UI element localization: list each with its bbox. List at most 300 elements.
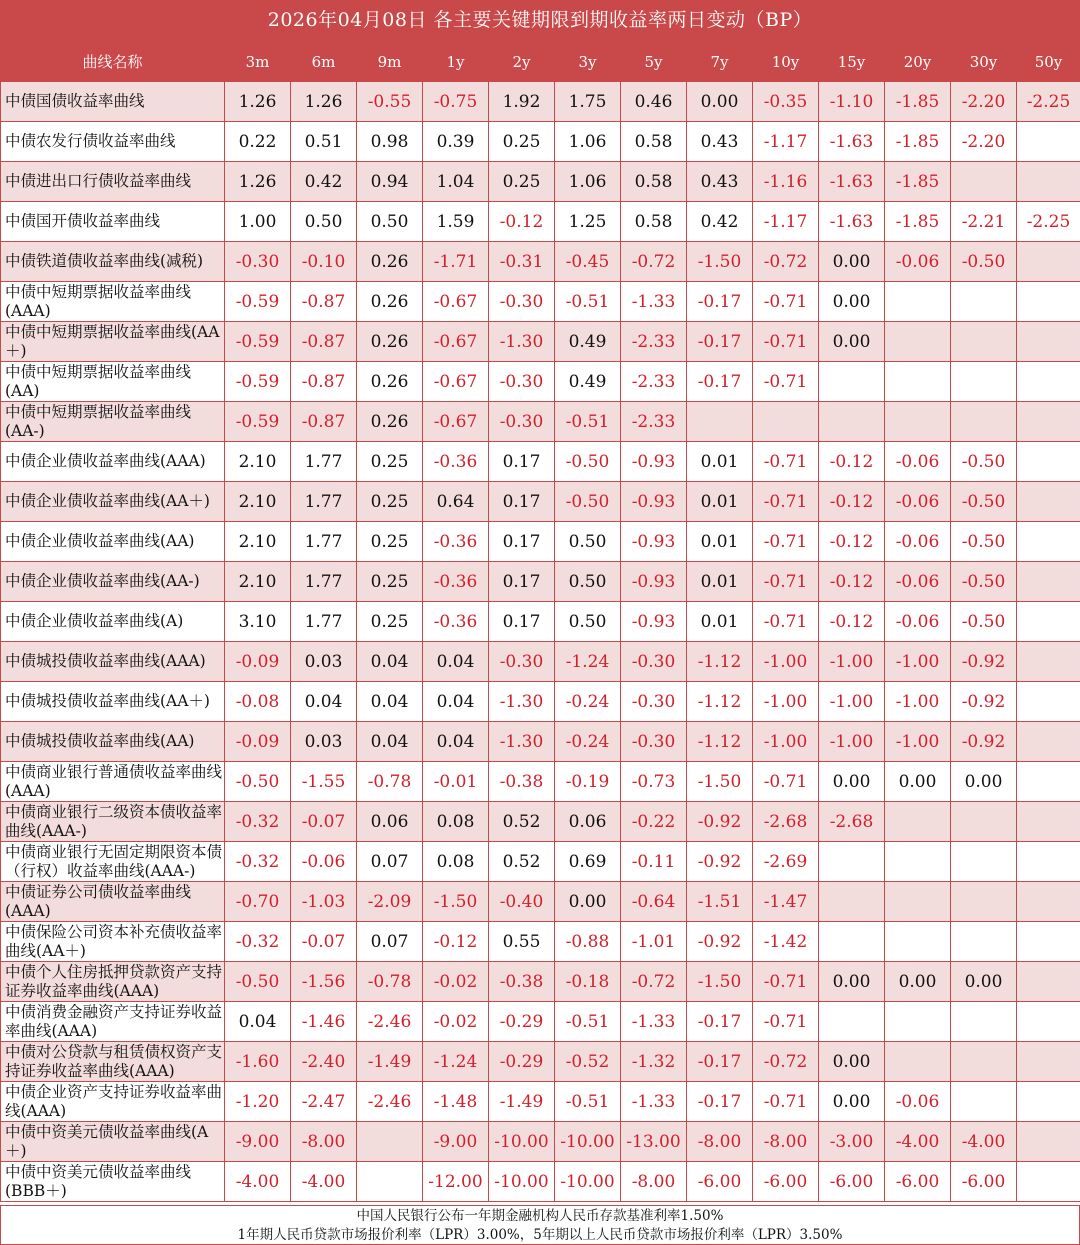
value-cell: 0.26 [357,282,423,322]
curve-name-cell: 中债铁道债收益率曲线(减税) [1,242,225,282]
curve-name-cell: 中债证券公司债收益率曲线(AAA) [1,882,225,922]
value-cell: -0.71 [753,762,819,802]
value-cell [1017,522,1080,562]
table-row [1,402,1080,442]
value-cell: 0.55 [489,922,555,962]
value-cell: -0.30 [621,642,687,682]
value-cell [885,402,951,442]
table-row [1,642,1080,682]
value-cell [819,1002,885,1042]
value-cell: -1.00 [885,642,951,682]
value-cell: -0.72 [753,1042,819,1082]
value-cell [1017,962,1080,1002]
value-cell: 1.26 [291,82,357,122]
value-cell: 0.50 [555,562,621,602]
value-cell: -0.30 [489,642,555,682]
curve-name-cell: 中债企业债收益率曲线(A) [1,602,225,642]
value-cell [357,1122,423,1162]
value-cell: -1.00 [753,682,819,722]
value-cell: -0.12 [819,562,885,602]
value-cell: -2.68 [819,802,885,842]
value-cell: -0.06 [291,842,357,882]
value-cell: -0.32 [225,842,291,882]
table-row [1,1122,1080,1162]
value-cell [885,282,951,322]
value-cell: 1.77 [291,442,357,482]
value-cell: -0.06 [885,562,951,602]
value-cell: -1.42 [753,922,819,962]
table-row [1,562,1080,602]
value-cell: 1.06 [555,122,621,162]
value-cell: -0.36 [423,562,489,602]
column-header: 10y [753,42,819,82]
value-cell: 1.26 [225,162,291,202]
value-cell: -1.49 [489,1082,555,1122]
value-cell: 0.52 [489,842,555,882]
value-cell: -2.46 [357,1082,423,1122]
value-cell: -1.00 [885,682,951,722]
value-cell: -0.93 [621,562,687,602]
value-cell: -1.03 [291,882,357,922]
value-cell: -1.12 [687,642,753,682]
value-cell [951,1042,1017,1082]
value-cell: -0.32 [225,922,291,962]
value-cell [1017,762,1080,802]
value-cell: -0.50 [555,442,621,482]
value-cell: -1.17 [753,202,819,242]
value-cell: -0.12 [423,922,489,962]
value-cell: -0.72 [621,962,687,1002]
table-row [1,322,1080,362]
table-row [1,802,1080,842]
value-cell: -0.45 [555,242,621,282]
value-cell [819,362,885,402]
value-cell [1017,882,1080,922]
table-row [1,602,1080,642]
value-cell: 0.00 [819,762,885,802]
column-header-curve-name: 曲线名称 [1,42,225,82]
value-cell: -1.12 [687,682,753,722]
value-cell: -0.72 [753,242,819,282]
value-cell: -0.59 [225,402,291,442]
value-cell: 0.25 [357,522,423,562]
value-cell [951,282,1017,322]
value-cell: -0.75 [423,82,489,122]
value-cell: -0.08 [225,682,291,722]
value-cell: -6.00 [687,1162,753,1202]
value-cell: -0.06 [885,602,951,642]
value-cell: -0.30 [621,722,687,762]
column-header: 50y [1017,42,1080,82]
curve-name-cell: 中债商业银行二级资本债收益率曲线(AAA-) [1,802,225,842]
value-cell: -1.63 [819,202,885,242]
value-cell: 0.08 [423,842,489,882]
table-title: 2026年04月08日 各主要关键期限到期收益率两日变动（BP） [0,0,1080,41]
value-cell: -4.00 [225,1162,291,1202]
value-cell: 0.01 [687,482,753,522]
value-cell: 2.10 [225,522,291,562]
value-cell: 0.25 [357,562,423,602]
value-cell: -0.38 [489,962,555,1002]
curve-name-cell: 中债商业银行无固定期限资本债（行权）收益率曲线(AAA-) [1,842,225,882]
value-cell [819,402,885,442]
table-row [1,242,1080,282]
value-cell: -0.30 [489,282,555,322]
value-cell: -0.30 [489,402,555,442]
value-cell: -0.50 [951,442,1017,482]
value-cell: -1.50 [687,962,753,1002]
value-cell: 0.07 [357,922,423,962]
value-cell: -0.50 [951,562,1017,602]
value-cell: 0.58 [621,162,687,202]
value-cell: -0.38 [489,762,555,802]
value-cell: 0.39 [423,122,489,162]
value-cell: -0.52 [555,1042,621,1082]
value-cell: -1.24 [423,1042,489,1082]
value-cell: -2.20 [951,122,1017,162]
value-cell: 0.50 [555,602,621,642]
value-cell: -1.32 [621,1042,687,1082]
value-cell: -1.48 [423,1082,489,1122]
value-cell: 0.04 [423,642,489,682]
value-cell: 0.00 [885,962,951,1002]
value-cell: 0.00 [885,762,951,802]
value-cell: 0.01 [687,602,753,642]
value-cell: 0.50 [291,202,357,242]
value-cell: -0.73 [621,762,687,802]
column-header: 6m [291,42,357,82]
value-cell: 0.03 [291,722,357,762]
value-cell: -1.55 [291,762,357,802]
value-cell [819,842,885,882]
value-cell [951,1082,1017,1122]
value-cell: -0.71 [753,1002,819,1042]
value-cell: 0.42 [291,162,357,202]
value-cell: 0.00 [555,882,621,922]
value-cell: 2.10 [225,562,291,602]
value-cell: -1.30 [489,682,555,722]
value-cell [1017,1082,1080,1122]
curve-name-cell: 中债企业债收益率曲线(AA-) [1,562,225,602]
value-cell: 0.46 [621,82,687,122]
value-cell: 0.22 [225,122,291,162]
value-cell: -0.17 [687,282,753,322]
value-cell: -2.33 [621,362,687,402]
value-cell: -1.16 [753,162,819,202]
value-cell: -4.00 [885,1122,951,1162]
value-cell: -0.55 [357,82,423,122]
value-cell: -0.07 [291,922,357,962]
table-row [1,1042,1080,1082]
value-cell: -0.07 [291,802,357,842]
value-cell: 0.17 [489,482,555,522]
value-cell: -0.30 [225,242,291,282]
value-cell: -0.67 [423,322,489,362]
value-cell: -0.92 [951,682,1017,722]
table-row [1,762,1080,802]
value-cell: -0.93 [621,522,687,562]
column-header: 20y [885,42,951,82]
value-cell: -1.17 [753,122,819,162]
value-cell: -0.71 [753,962,819,1002]
value-cell: -0.50 [951,522,1017,562]
value-cell: 0.04 [291,682,357,722]
table-row [1,442,1080,482]
value-cell [819,882,885,922]
value-cell: 0.25 [357,602,423,642]
value-cell: -0.17 [687,362,753,402]
value-cell: -0.36 [423,522,489,562]
value-cell [951,1002,1017,1042]
value-cell: -8.00 [291,1122,357,1162]
value-cell: -0.22 [621,802,687,842]
value-cell: 0.00 [951,962,1017,1002]
table-row [1,202,1080,242]
value-cell [951,362,1017,402]
value-cell: -9.00 [225,1122,291,1162]
value-cell: -0.50 [951,242,1017,282]
curve-name-cell: 中债中短期票据收益率曲线(AAA) [1,282,225,322]
value-cell [885,322,951,362]
value-cell: -0.50 [951,482,1017,522]
value-cell: 0.00 [819,322,885,362]
value-cell: -0.17 [687,322,753,362]
curve-name-cell: 中债企业债收益率曲线(AA) [1,522,225,562]
value-cell: -0.18 [555,962,621,1002]
value-cell: -0.51 [555,1082,621,1122]
value-cell: 1.25 [555,202,621,242]
value-cell [1017,1042,1080,1082]
value-cell: -0.67 [423,362,489,402]
value-cell [1017,642,1080,682]
value-cell: -10.00 [555,1162,621,1202]
table-row [1,722,1080,762]
value-cell: 0.08 [423,802,489,842]
value-cell: 0.51 [291,122,357,162]
value-cell: -0.01 [423,762,489,802]
value-cell [1017,602,1080,642]
column-header: 7y [687,42,753,82]
value-cell: -1.50 [687,242,753,282]
value-cell: -0.17 [687,1002,753,1042]
curve-name-cell: 中债中短期票据收益率曲线(AA-) [1,402,225,442]
value-cell: 0.01 [687,562,753,602]
value-cell: -2.33 [621,402,687,442]
value-cell: 3.10 [225,602,291,642]
value-cell: -2.68 [753,802,819,842]
footnote-lpr-rate: 1年期人民币贷款市场报价利率（LPR）3.00%，5年期以上人民币贷款市场报价利率（LPR）3.50% [237,1227,843,1243]
value-cell: 0.25 [357,442,423,482]
value-cell: -0.12 [819,522,885,562]
table-row [1,1002,1080,1042]
value-cell [1017,122,1080,162]
value-cell: -13.00 [621,1122,687,1162]
value-cell: -0.02 [423,1002,489,1042]
value-cell [951,162,1017,202]
value-cell [1017,1002,1080,1042]
value-cell: -0.24 [555,682,621,722]
value-cell: -1.33 [621,1002,687,1042]
value-cell [1017,682,1080,722]
value-cell: 0.00 [819,242,885,282]
value-cell [1017,482,1080,522]
value-cell: -8.00 [753,1122,819,1162]
value-cell [687,402,753,442]
footnote [0,1205,1080,1245]
value-cell: 0.04 [225,1002,291,1042]
column-header: 9m [357,42,423,82]
value-cell [1017,722,1080,762]
value-cell: -2.33 [621,322,687,362]
value-cell [1017,402,1080,442]
value-cell: -0.87 [291,362,357,402]
value-cell: -0.59 [225,362,291,402]
value-cell: 1.00 [225,202,291,242]
value-cell: -8.00 [621,1162,687,1202]
value-cell: 0.26 [357,322,423,362]
table-row [1,482,1080,522]
table-row [1,162,1080,202]
value-cell: -1.12 [687,722,753,762]
value-cell: -0.19 [555,762,621,802]
value-cell: -0.87 [291,282,357,322]
header-row [1,42,1080,82]
value-cell: 0.04 [357,642,423,682]
table-row [1,362,1080,402]
value-cell: -0.87 [291,322,357,362]
value-cell: -0.09 [225,722,291,762]
value-cell: 1.77 [291,482,357,522]
value-cell: 0.01 [687,522,753,562]
value-cell [951,922,1017,962]
value-cell: -3.00 [819,1122,885,1162]
value-cell: -2.46 [357,1002,423,1042]
value-cell: -0.92 [951,722,1017,762]
value-cell: 1.75 [555,82,621,122]
value-cell: -0.88 [555,922,621,962]
table-row [1,962,1080,1002]
value-cell: 0.50 [555,522,621,562]
value-cell: -2.25 [1017,82,1080,122]
value-cell: -0.06 [885,1082,951,1122]
value-cell: -0.35 [753,82,819,122]
value-cell: -10.00 [555,1122,621,1162]
value-cell: -0.71 [753,322,819,362]
value-cell: 0.00 [951,762,1017,802]
value-cell: -0.51 [555,1002,621,1042]
value-cell: 2.10 [225,482,291,522]
value-cell: -0.87 [291,402,357,442]
value-cell: -1.85 [885,162,951,202]
value-cell: -1.00 [819,642,885,682]
value-cell [885,802,951,842]
value-cell: 0.00 [819,282,885,322]
value-cell: -12.00 [423,1162,489,1202]
value-cell: 0.25 [357,482,423,522]
value-cell: -0.51 [555,282,621,322]
value-cell: 0.01 [687,442,753,482]
value-cell: -8.00 [687,1122,753,1162]
value-cell: 1.59 [423,202,489,242]
value-cell: -0.12 [819,482,885,522]
value-cell [885,842,951,882]
value-cell: 0.26 [357,242,423,282]
value-cell: -0.70 [225,882,291,922]
value-cell: -1.51 [687,882,753,922]
value-cell: -0.92 [687,842,753,882]
value-cell: -1.01 [621,922,687,962]
value-cell: -0.92 [687,922,753,962]
value-cell: -1.85 [885,122,951,162]
value-cell: -4.00 [951,1122,1017,1162]
value-cell: 0.43 [687,122,753,162]
column-header: 3y [555,42,621,82]
value-cell: -0.12 [819,602,885,642]
value-cell: 0.69 [555,842,621,882]
value-cell: 0.58 [621,122,687,162]
value-cell [885,362,951,402]
value-cell: -2.69 [753,842,819,882]
value-cell [1017,442,1080,482]
value-cell: -0.36 [423,602,489,642]
value-cell: 1.26 [225,82,291,122]
value-cell: 1.77 [291,602,357,642]
footnote-deposit-rate: 中国人民银行公布一年期金融机构人民币存款基准利率1.50% [356,1208,724,1224]
value-cell: 2.10 [225,442,291,482]
table-row [1,122,1080,162]
value-cell: -0.93 [621,482,687,522]
value-cell: -0.93 [621,442,687,482]
value-cell: -1.30 [489,322,555,362]
value-cell: -1.10 [819,82,885,122]
value-cell: -0.71 [753,362,819,402]
value-cell: 0.04 [423,682,489,722]
value-cell: -1.71 [423,242,489,282]
value-cell: 0.00 [819,1042,885,1082]
value-cell [357,1162,423,1202]
value-cell: -1.33 [621,1082,687,1122]
curve-name-cell: 中债农发行债收益率曲线 [1,122,225,162]
curve-name-cell: 中债保险公司资本补充债收益率曲线(AA＋) [1,922,225,962]
table-row [1,1082,1080,1122]
value-cell: 0.49 [555,362,621,402]
value-cell [1017,362,1080,402]
value-cell: -0.11 [621,842,687,882]
value-cell [885,922,951,962]
value-cell: -0.02 [423,962,489,1002]
value-cell: 1.77 [291,522,357,562]
value-cell: -0.32 [225,802,291,842]
value-cell: -1.47 [753,882,819,922]
value-cell: -0.92 [951,642,1017,682]
value-cell: -0.71 [753,522,819,562]
value-cell: 0.49 [555,322,621,362]
value-cell: -0.50 [555,482,621,522]
value-cell [1017,842,1080,882]
value-cell: -0.29 [489,1042,555,1082]
value-cell: 0.50 [357,202,423,242]
table-row [1,842,1080,882]
value-cell [753,402,819,442]
column-header: 15y [819,42,885,82]
value-cell: -0.71 [753,1082,819,1122]
value-cell: 0.06 [357,802,423,842]
value-cell: 0.94 [357,162,423,202]
value-cell: -1.00 [819,682,885,722]
value-cell: -1.00 [819,722,885,762]
value-cell: -0.50 [951,602,1017,642]
value-cell: 0.00 [819,962,885,1002]
